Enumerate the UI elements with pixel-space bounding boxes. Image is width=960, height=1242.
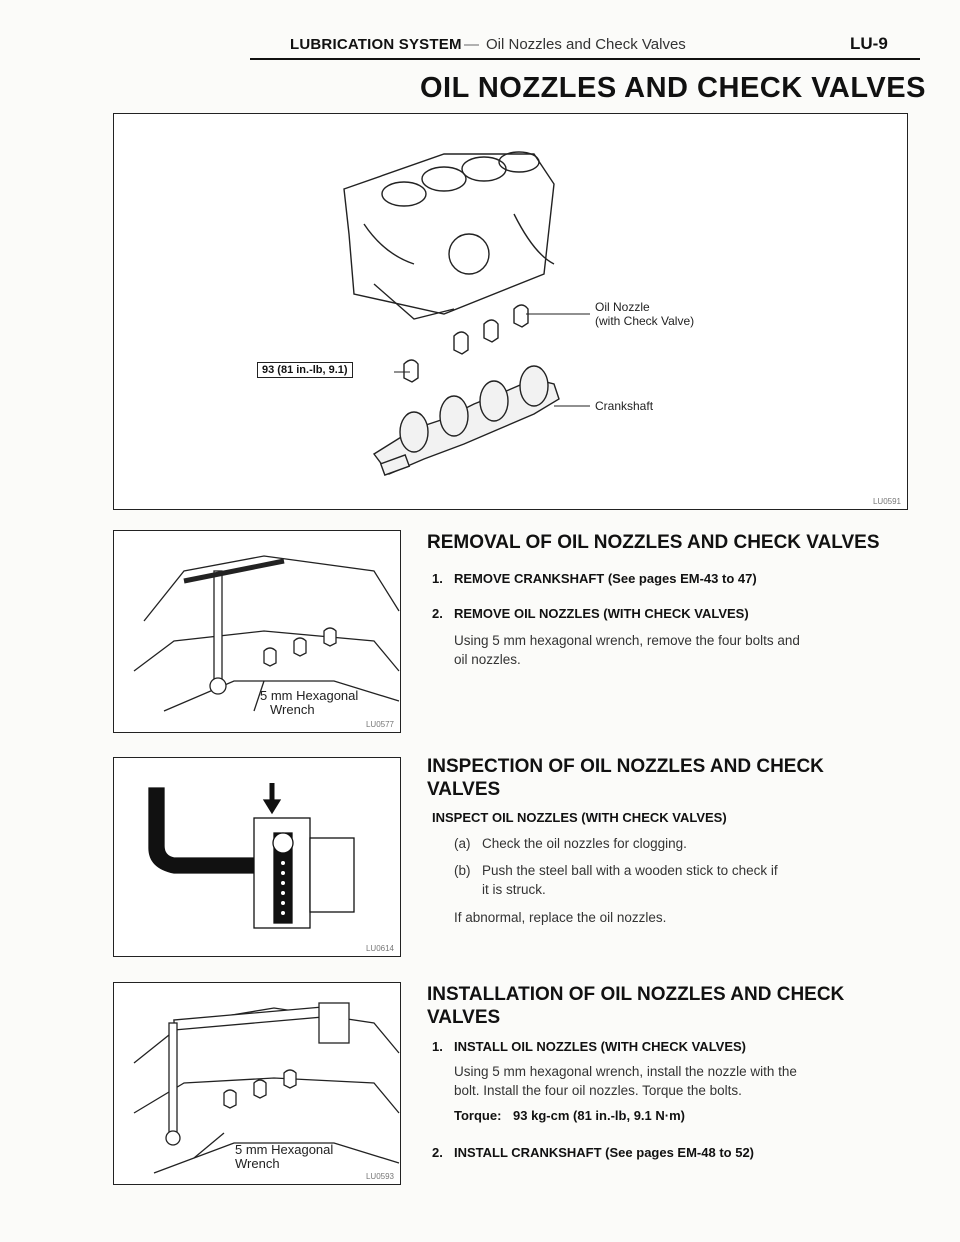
header-subtitle: Oil Nozzles and Check Valves	[486, 36, 686, 53]
figure-check-valve	[113, 757, 401, 957]
item-text: Check the oil nozzles for clogging.	[482, 836, 687, 851]
item-label: (a)	[454, 836, 471, 851]
label-hex-wrench-install-line1: 5 mm Hexagonal	[235, 1142, 334, 1157]
figure-code: LU0614	[365, 944, 394, 953]
label-crankshaft: Crankshaft	[595, 399, 654, 413]
header-rule	[250, 58, 920, 60]
page-title: OIL NOZZLES AND CHECK VALVES	[420, 72, 926, 104]
item-text-line: Push the steel ball with a wooden stick to check if	[482, 863, 778, 878]
label-oil-nozzle	[595, 300, 694, 328]
step-number: 1.	[432, 571, 443, 586]
step-text: REMOVE CRANKSHAFT (See pages EM-43 to 47)	[454, 571, 757, 586]
torque-spec-box: 93 (81 in.-lb, 9.1)	[257, 362, 353, 378]
inspection-note: If abnormal, replace the oil nozzles.	[454, 910, 667, 925]
torque-label: Torque:	[454, 1108, 502, 1123]
step-number: 1.	[432, 1039, 443, 1054]
step-number: 2.	[432, 606, 443, 621]
title-line: VALVES	[427, 779, 501, 800]
installation-torque	[454, 1108, 685, 1123]
label-hex-wrench-install	[235, 1143, 333, 1171]
step-text: INSTALL OIL NOZZLES (WITH CHECK VALVES)	[454, 1039, 747, 1054]
paragraph-line: bolt. Install the four oil nozzles. Torque the bolts.	[454, 1083, 742, 1098]
page-number: LU-9	[850, 34, 888, 53]
item-text	[482, 861, 778, 899]
step-text: INSTALL CRANKSHAFT (See pages EM-48 to 52)	[454, 1145, 755, 1160]
removal-title: REMOVAL OF OIL NOZZLES AND CHECK VALVES	[427, 532, 880, 553]
figure-wrench-install	[113, 982, 401, 1185]
torque-value: 93 kg-cm (81 in.-lb, 9.1 N·m)	[513, 1108, 685, 1123]
item-label: (b)	[454, 863, 471, 878]
removal-step-2	[432, 606, 749, 621]
figure-code: LU0591	[872, 497, 901, 506]
step-text: REMOVE OIL NOZZLES (WITH CHECK VALVES)	[454, 606, 749, 621]
figure-code: LU0577	[365, 720, 394, 729]
engine-block-illustration	[114, 114, 909, 511]
paragraph-line: oil nozzles.	[454, 652, 521, 667]
figure-wrench-removal	[113, 530, 401, 733]
installation-title	[427, 983, 844, 1029]
label-hex-wrench-removal-line2: Wrench	[270, 702, 315, 717]
inspection-item-a	[454, 834, 914, 854]
label-hex-wrench-removal	[260, 689, 358, 717]
installation-step-1	[432, 1039, 746, 1054]
removal-step-2-text	[454, 631, 800, 669]
label-oil-nozzle-line1: Oil Nozzle	[595, 300, 650, 314]
label-hex-wrench-install-line2: Wrench	[235, 1156, 280, 1171]
installation-step-1-text	[454, 1062, 797, 1100]
label-hex-wrench-removal-line1: 5 mm Hexagonal	[260, 688, 359, 703]
check-valve-illustration	[114, 758, 402, 958]
title-line: INSTALLATION OF OIL NOZZLES AND CHECK	[427, 984, 845, 1005]
paragraph-line: Using 5 mm hexagonal wrench, install the nozzle with the	[454, 1064, 797, 1079]
header-system: LUBRICATION SYSTEM	[290, 36, 462, 53]
header-separator: —	[464, 36, 479, 53]
paragraph-line: Using 5 mm hexagonal wrench, remove the four bolts and	[454, 633, 800, 648]
installation-step-2	[432, 1145, 754, 1160]
figure-engine-block	[113, 113, 908, 510]
title-line: INSPECTION OF OIL NOZZLES AND CHECK	[427, 756, 824, 777]
inspection-item-b	[454, 861, 914, 901]
removal-step-1	[432, 571, 757, 586]
inspection-title	[427, 755, 824, 801]
item-text-line: it is struck.	[482, 882, 546, 897]
inspection-step: INSPECT OIL NOZZLES (WITH CHECK VALVES)	[432, 810, 727, 825]
figure-code: LU0593	[365, 1172, 394, 1181]
wrench-removal-illustration	[114, 531, 402, 734]
label-oil-nozzle-line2: (with Check Valve)	[595, 314, 695, 328]
step-number: 2.	[432, 1145, 443, 1160]
title-line: VALVES	[427, 1007, 501, 1028]
